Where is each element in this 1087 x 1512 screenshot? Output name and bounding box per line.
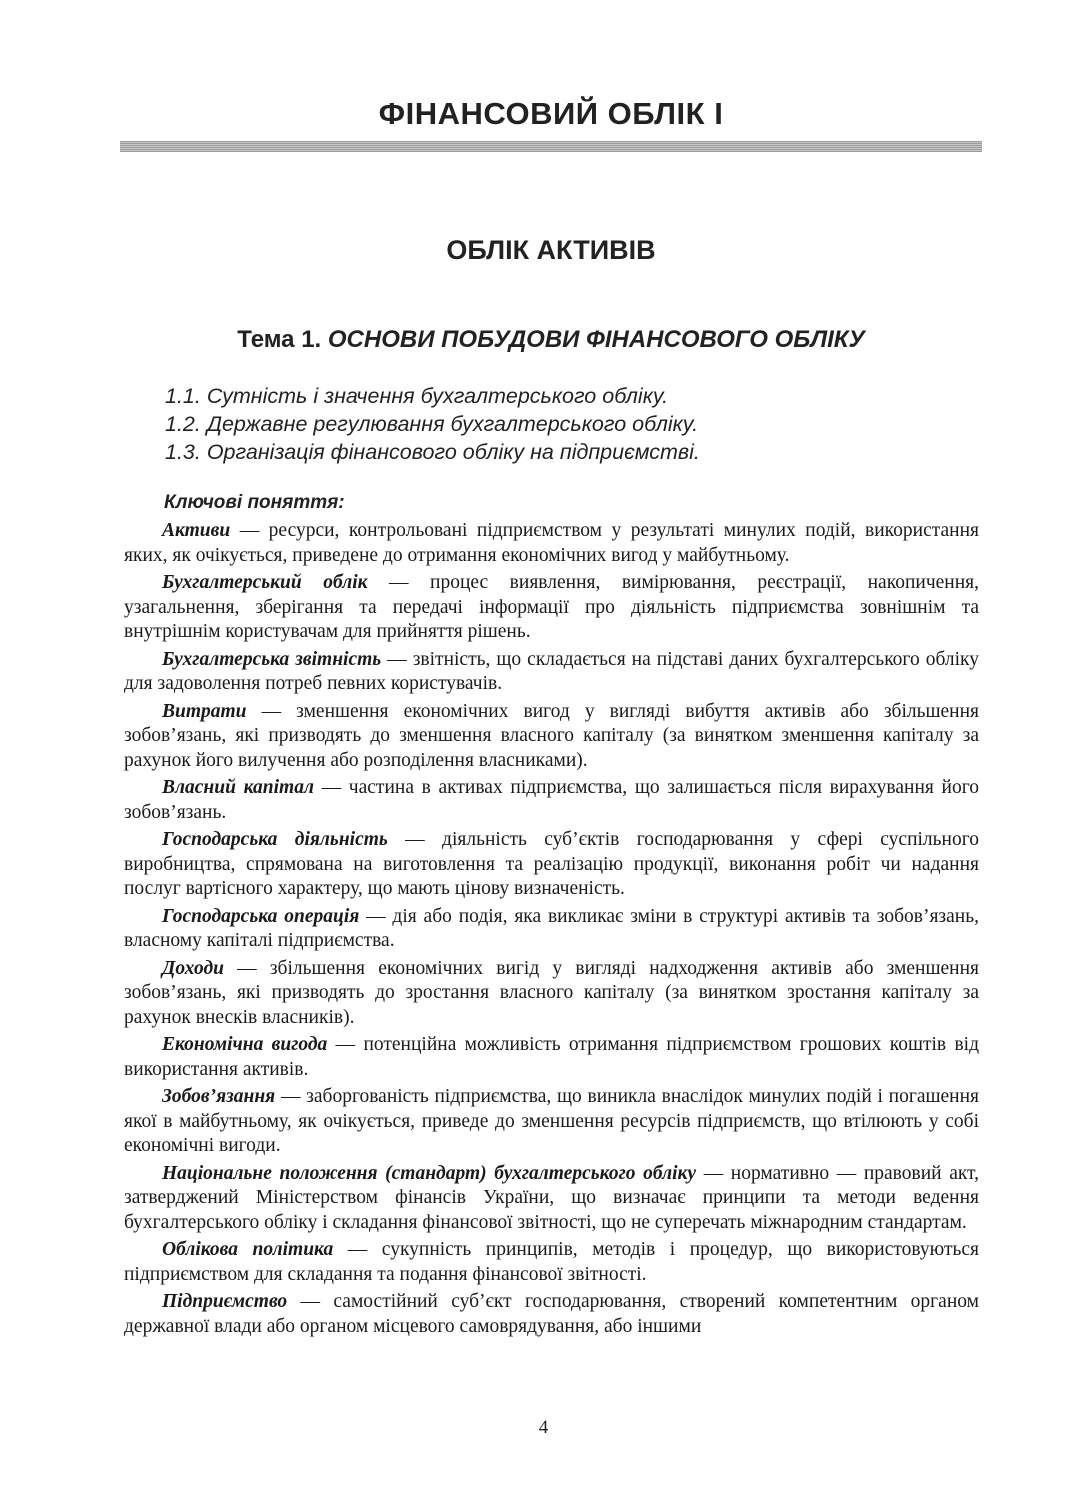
definition-paragraph (124, 519, 979, 568)
definition-term: Господарська діяльність (162, 829, 388, 850)
topic-outline (165, 382, 965, 466)
definition-paragraph (124, 1085, 979, 1159)
definition-text: — частина в активах підприємства, що залишається після вирахування його зобов’язань. (124, 777, 979, 823)
definitions-list (124, 519, 979, 1342)
definition-term: Активи (162, 520, 231, 541)
definition-term: Національне положення (стандарт) бухгалтерського обліку (162, 1162, 697, 1184)
section-title: ОБЛІК АКТИВІВ (446, 235, 656, 265)
key-concepts-heading: Ключові поняття: (164, 492, 345, 513)
topic-prefix: Тема 1. (237, 326, 328, 353)
title-underline-rule (120, 141, 982, 152)
definition-text: — сукупність принципів, методів і процедур, що використовуються підприємством для складання та подання фінансової звітності. (124, 1239, 979, 1285)
definition-paragraph (124, 1033, 979, 1082)
definition-text: — зменшення економічних вигод у вигляді вибуття активів або збільшення зобов’язань, які призводять до зменшення власного капіталу (за винятком зменшення капіталу за рахунок його вилучення або розподілення власниками). (124, 700, 979, 771)
definition-term: Бухгалтерський облік (162, 572, 368, 593)
definition-paragraph (124, 776, 979, 825)
definition-text: — самостійний суб’єкт господарювання, створений компетентним органом державної влади або органом місцевого самоврядування, або іншими (124, 1291, 979, 1337)
outline-item: 1.2. Державне регулювання бухгалтерського обліку. (165, 412, 699, 436)
definition-term: Власний капітал (162, 777, 314, 798)
book-title: ФІНАНСОВИЙ ОБЛІК І (378, 96, 724, 131)
page-number: 4 (538, 1417, 549, 1438)
definition-paragraph (124, 1162, 979, 1236)
definition-paragraph (124, 828, 979, 902)
definition-text: — звітність, що складається на підставі даних бухгалтерського обліку для задоволення потреб певних користувачів. (124, 648, 979, 694)
definition-text: — ресурси, контрольовані підприємством у результаті минулих подій, використання яких, як очікується, приведене до отримання економічних вигод у майбутньому. (124, 520, 979, 566)
definition-paragraph (124, 957, 979, 1031)
definition-paragraph (124, 571, 979, 645)
definition-term: Бухгалтерська звітність (162, 648, 382, 670)
definition-term: Підприємство (162, 1291, 288, 1312)
definition-text: — заборгованість підприємства, що виникла внаслідок минулих подій і погашення якої в майбутньому, як очікується, приведе до зменшення ресурсів підприємств, що втілюють у собі економічні вигоди. (124, 1086, 979, 1156)
definition-text: — процес виявлення, вимірювання, реєстрації, накопичення, узагальнення, зберігання та передачі інформації про діяльність підприємства зовнішнім та внутрішнім користувачам для прийняття рішень. (124, 572, 979, 642)
definition-text: — нормативно — правовий акт, затверджений Міністерством фінансів України, що визначає принципи та методи ведення бухгалтерського обліку і складання фінансової звітності, що не суперечать міжнародним стандартам. (124, 1162, 979, 1233)
topic-name: ОСНОВИ ПОБУДОВИ ФІНАНСОВОГО ОБЛІКУ (327, 326, 865, 353)
definition-text: — дія або подія, яка викликає зміни в структурі активів та зобов’язань, власному капіталі підприємства. (124, 905, 979, 951)
definition-term: Зобов’язання (162, 1086, 276, 1107)
definition-paragraph (124, 905, 979, 954)
outline-item: 1.1. Сутність і значення бухгалтерського обліку. (165, 384, 669, 408)
topic-title (120, 326, 982, 354)
definition-text: — діяльність суб’єктів господарювання у сфері суспільного виробництва, спрямована на виготовлення та реалізацію продукції, виконання робіт чи надання послуг вартісного характеру, що мають цінову визначеність. (124, 829, 980, 899)
definition-term: Доходи (162, 957, 224, 979)
definition-term: Економічна вигода (162, 1034, 328, 1055)
definition-paragraph (124, 648, 979, 697)
definition-term: Господарська операція (162, 905, 360, 927)
definition-paragraph (124, 1290, 979, 1339)
definition-text: — потенційна можливість отримання підприємством грошових коштів від використання активів. (124, 1034, 979, 1080)
definition-term: Облікова політика (162, 1239, 334, 1260)
definition-term: Витрати (162, 700, 247, 722)
definition-paragraph (124, 1238, 979, 1287)
definition-paragraph (124, 700, 979, 774)
definition-text: — збільшення економічних вигід у вигляді надходження активів або зменшення зобов’язань, які призводять до зростання власного капіталу (за винятком зростання капіталу за рахунок внесків власників). (124, 957, 979, 1028)
outline-item: 1.3. Організація фінансового обліку на підприємстві. (165, 440, 700, 464)
